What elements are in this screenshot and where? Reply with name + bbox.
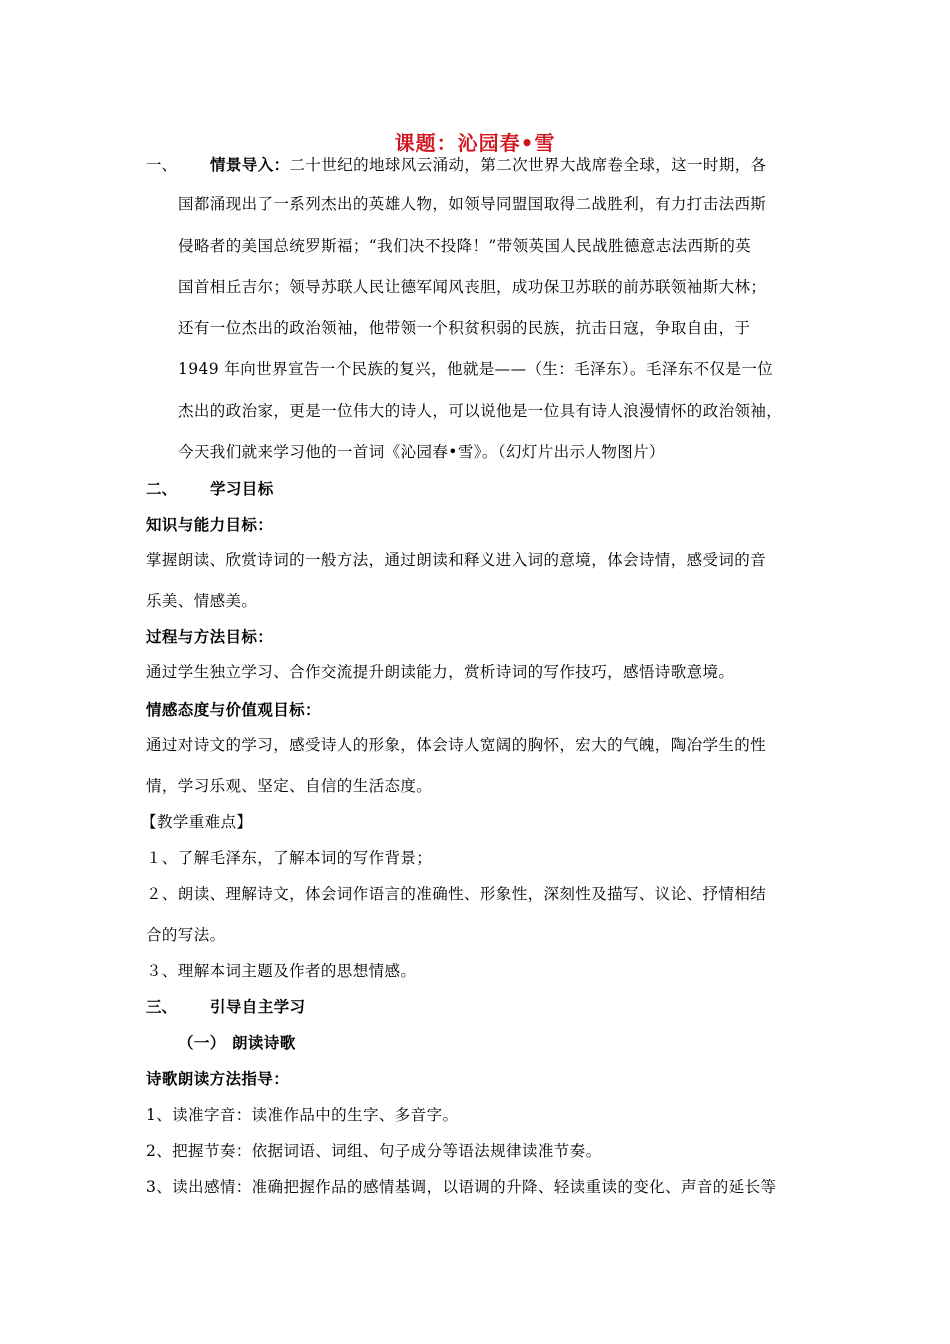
section-3-number: 三、: [146, 998, 178, 1016]
page-title: 课题：沁园春•雪: [394, 131, 556, 155]
section-2-number: 二、: [146, 480, 178, 498]
section-1-label: 情景导入：: [210, 156, 290, 174]
section-1-first-line: [210, 155, 767, 175]
reading-method-item: 2、把握节奏：依据词语、词组、句子成分等语法规律读准节奏。: [146, 1142, 602, 1160]
key-point-item: ２、朗读、理解诗文，体会词作语言的准确性、形象性，深刻性及描写、议论、抒情相结: [146, 885, 767, 903]
section-2-heading: 学习目标: [210, 480, 274, 498]
reading-method-heading: 诗歌朗读方法指导：: [146, 1070, 290, 1088]
key-point-item: ３、理解本词主题及作者的思想情感。: [146, 962, 417, 980]
section-1-line: 国首相丘吉尔；领导苏联人民让德军闻风丧胆，成功保卫苏联的前苏联领袖斯大林；: [178, 278, 767, 296]
reading-method-item: 3、读出感情：准确把握作品的感情基调，以语调的升降、轻读重读的变化、声音的延长等: [146, 1178, 777, 1196]
key-point-item: １、了解毛泽东，了解本词的写作背景；: [146, 849, 433, 867]
knowledge-goal-line: 掌握朗读、欣赏诗词的一般方法，通过朗读和释义进入词的意境，体会诗情，感受词的音: [146, 551, 767, 569]
key-points-heading: 【教学重难点】: [141, 813, 253, 831]
section-1-line: 国都涌现出了一系列杰出的英雄人物，如领导同盟国取得二战胜利，有力打击法西斯: [178, 195, 767, 213]
section-1-line: 二十世纪的地球风云涌动，第二次世界大战席卷全球，这一时期，各: [289, 156, 767, 174]
knowledge-goal-heading: 知识与能力目标：: [146, 516, 274, 534]
section-1-line: 今天我们就来学习他的一首词《沁园春•雪》。（幻灯片出示人物图片）: [178, 443, 665, 461]
subsection-number: （一）: [178, 1034, 226, 1052]
process-goal-line: 通过学生独立学习、合作交流提升朗读能力，赏析诗词的写作技巧，感悟诗歌意境。: [146, 663, 735, 681]
emotion-goal-heading: 情感态度与价值观目标：: [146, 701, 321, 719]
emotion-goal-line: 通过对诗文的学习，感受诗人的形象，体会诗人宽阔的胸怀，宏大的气魄，陶冶学生的性: [146, 736, 767, 754]
subsection-heading: 朗读诗歌: [232, 1034, 296, 1052]
section-1-line: 侵略者的美国总统罗斯福；“我们决不投降！”带领英国人民战胜德意志法西斯的英: [178, 237, 752, 255]
section-3-heading: 引导自主学习: [210, 998, 306, 1016]
process-goal-heading: 过程与方法目标：: [146, 628, 274, 646]
knowledge-goal-line: 乐美、情感美。: [146, 592, 258, 610]
section-1-number: 一、: [146, 156, 178, 174]
section-1-line: 杰出的政治家，更是一位伟大的诗人，可以说他是一位具有诗人浪漫情怀的政治领袖，: [178, 402, 783, 420]
reading-method-item: 1、读准字音：读准作品中的生字、多音字。: [146, 1106, 459, 1124]
emotion-goal-line: 情，学习乐观、坚定、自信的生活态度。: [146, 777, 433, 795]
key-point-item: 合的写法。: [146, 926, 226, 944]
section-1-line: 1949 年向世界宣告一个民族的复兴，他就是——（生：毛泽东）。毛泽东不仅是一位: [178, 360, 774, 378]
section-1-line: 还有一位杰出的政治领袖，他带领一个积贫积弱的民族，抗击日寇，争取自由，于: [178, 319, 751, 337]
